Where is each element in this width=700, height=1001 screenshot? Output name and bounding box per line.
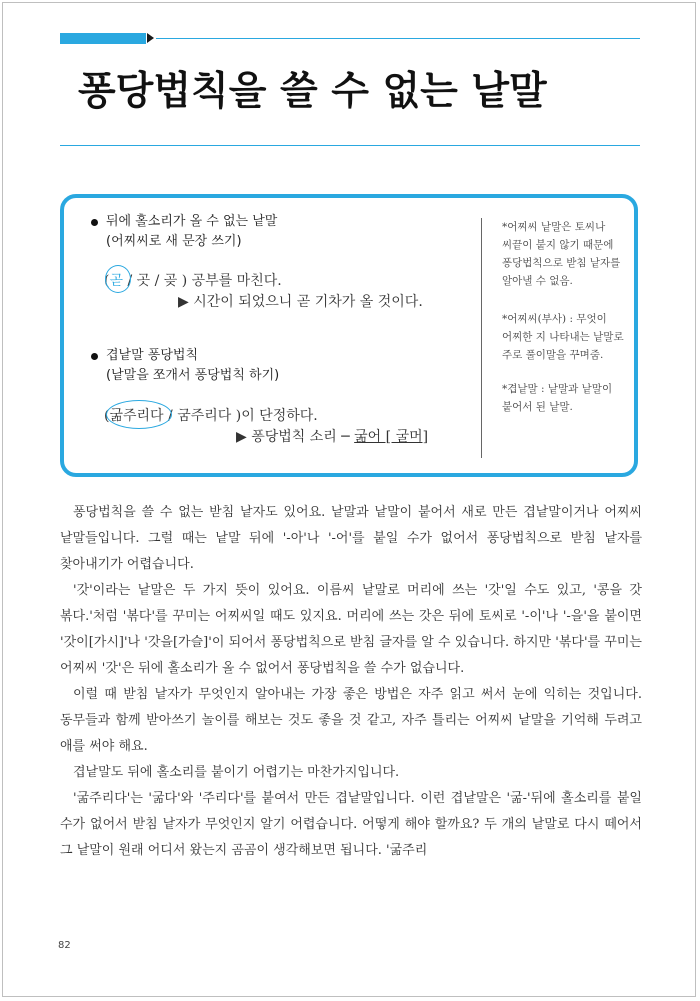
circled-answer: 굶주리다 xyxy=(109,408,164,424)
body-paragraph: 겹낱말도 뒤에 홀소리를 붙이기 어렵기는 마찬가지입니다. xyxy=(73,765,400,780)
example-question: (곧 / 곳 / 곶 ) 공부를 마친다. xyxy=(104,273,282,289)
body-paragraph: 이럴 때 받침 낱자가 무엇인지 알아내는 가장 좋은 방법은 자주 읽고 써서 눈에 익히는 것입니다. 동무들과 함께 받아쓰기 놀이를 해보는 것도 좋을 것 같고, 자주 틀리는 어찌씨 낱말을 기억해 두려고 애를 써야 해요. xyxy=(60,687,642,754)
answer-circle xyxy=(106,400,172,429)
body-text xyxy=(60,500,642,864)
page-number: 82 xyxy=(58,940,71,951)
answer-prefix: ▶ 퐁당법칙 소리 ─ xyxy=(236,429,350,445)
example-rest: / 곳 / 곶 ) 공부를 마친다. xyxy=(127,273,282,289)
callout-divider xyxy=(481,218,482,458)
example-answer xyxy=(236,426,428,446)
header-rule xyxy=(156,38,640,39)
example-rest: / 굼주리다 )이 단정하다. xyxy=(168,408,318,424)
section-heading: 뒤에 홀소리가 올 수 없는 낱말 xyxy=(106,214,278,229)
example-answer: ▶ 시간이 되었으니 곧 기차가 올 것이다. xyxy=(178,294,423,310)
answer-circle xyxy=(105,265,131,293)
page-title: 퐁당법칙을 쓸 수 없는 낱말 xyxy=(78,69,547,114)
body-paragraph: 퐁당법칙을 쓸 수 없는 받침 낱자도 있어요. 낱말과 낱말이 붙어서 새로 만든 겹낱말이거나 어찌씨 낱말들입니다. 그럴 때는 낱말 뒤에 '-아'나 '-어'를 붙일 수가 없어서 퐁당법칙으로 받침 낱자를 찾아내기가 어렵습니다. xyxy=(60,505,642,572)
section-heading: 겹낱말 퐁당법칙 xyxy=(106,348,199,363)
section-subheading: (어찌씨로 새 문장 쓰기) xyxy=(106,234,242,249)
side-note: *겹낱말 : 낱말과 낱말이 붙어서 된 낱말. xyxy=(502,383,613,413)
side-note: *어찌씨(부사) : 무엇이 어찌한 지 나타내는 낱말로 주로 풀이말을 꾸며줌. xyxy=(502,313,624,361)
example-question: (굶주리다 / 굼주리다 )이 단정하다. xyxy=(104,408,318,424)
circled-answer: 곧 xyxy=(109,273,123,289)
header-arrow-icon xyxy=(147,33,154,43)
side-note: *어찌씨 낱말은 토씨나 씨끝이 붙지 않기 때문에 퐁당법칙으로 받침 낱자를 알아낼 수 없음. xyxy=(502,221,621,287)
answer-underlined: 굶어 [ 굴머] xyxy=(354,429,429,445)
section-subheading: (낱말을 쪼개서 퐁당법칙 하기) xyxy=(106,368,280,383)
bullet-icon xyxy=(91,219,98,226)
bullet-icon xyxy=(91,353,98,360)
header-accent-bar xyxy=(60,33,146,44)
body-paragraph: '굶주리다'는 '굶다'와 '주리다'를 붙여서 만든 겹낱말입니다. 이런 겹낱말은 '굶-'뒤에 홀소리를 붙일 수가 없어서 받침 낱자가 무엇인지 알기 어렵습니다. 어떻게 해야 할까요? 두 개의 낱말로 다시 떼어서 그 낱말이 원래 어디서 왔는지 곰곰이 생각해보면 됩니다. '굶주리 xyxy=(60,791,642,858)
title-rule xyxy=(60,145,640,146)
body-paragraph: '갓'이라는 낱말은 두 가지 뜻이 있어요. 이름씨 낱말로 머리에 쓰는 '갓'일 수도 있고, '콩을 갓 볶다.'처럼 '볶다'를 꾸미는 어찌씨일 때도 있지요. 머리에 쓰는 갓은 뒤에 토씨로 '-이'나 '-을'을 붙이면 '갓이[가시]'나 '갓을[가슬]'이 되어서 퐁당법칙으로 받침 글자를 알 수 있습니다. 하지만 '볶다'를 꾸미는 어찌씨 '갓'은 뒤에 홀소리가 올 수 없어서 퐁당법칙을 쓸 수가 없습니다. xyxy=(60,583,642,676)
